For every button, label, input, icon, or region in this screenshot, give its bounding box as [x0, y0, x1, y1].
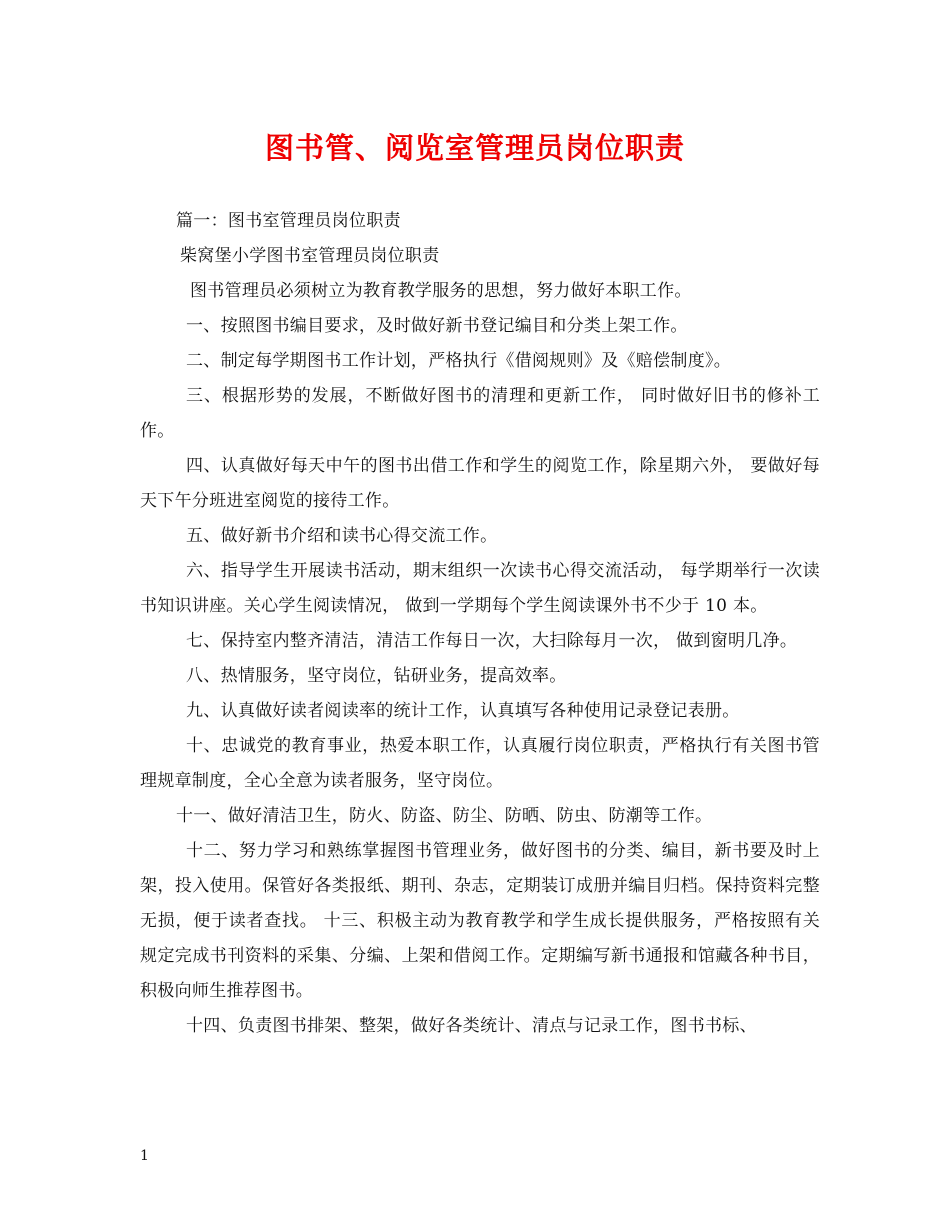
heading-part-one: 篇一：图书室管理员岗位职责 [176, 211, 401, 231]
duty-item-8: 八、热情服务，坚守岗位，钻研业务，提高效率。 [186, 666, 567, 686]
duty-item-10: 十、忠诚党的教育事业，热爱本职工作，认真履行岗位职责，严格执行有关图书管理规章制度，全心全意为读者服务，坚守岗位。 [140, 736, 820, 791]
duty-item-12-13: 十二、努力学习和熟练掌握图书管理业务，做好图书的分类、编目，新书要及时上架，投入使用。保管好各类报纸、期刊、杂志，定期装订成册并编目归档。保持资料完整无损，便于读者查找。 十三、积极主动为教育教学和学生成长提供服务，严格按照有关规定完成书刊资料的采集、分编、上架和借阅工作。定期编写新书通报和馆藏各种书目，积极向师生推荐图书。 [140, 841, 820, 1001]
intro-paragraph: 图书管理员必须树立为教育教学服务的思想，努力做好本职工作。 [190, 281, 692, 301]
duty-item-11: 十一、做好清洁卫生，防火、防盗、防尘、防晒、防虫、防潮等工作。 [176, 806, 713, 826]
document-title: 图书管、阅览室管理员岗位职责 [264, 131, 685, 165]
duty-item-1: 一、按照图书编目要求，及时做好新书登记编目和分类上架工作。 [186, 316, 688, 336]
duty-item-4: 四、认真做好每天中午的图书出借工作和学生的阅览工作，除星期六外， 要做好每天下午分班进室阅览的接待工作。 [140, 456, 820, 511]
duty-item-14: 十四、负责图书排架、整架，做好各类统计、清点与记录工作，图书书标、 [186, 1016, 757, 1036]
page-number: 1 [140, 1148, 149, 1164]
duty-item-3: 三、根据形势的发展，不断做好图书的清理和更新工作， 同时做好旧书的修补工作。 [140, 386, 820, 441]
duty-item-2: 二、制定每学期图书工作计划，严格执行《借阅规则》及《赔偿制度》。 [186, 351, 732, 371]
duty-item-5: 五、做好新书介绍和读书心得交流工作。 [186, 526, 498, 546]
heading-school-title: 柴窝堡小学图书室管理员岗位职责 [180, 246, 440, 266]
duty-item-6: 六、指导学生开展读书活动，期末组织一次读书心得交流活动， 每学期举行一次读书知识讲座。关心学生阅读情况， 做到一学期每个学生阅读课外书不少于 10 本。 [140, 561, 820, 616]
document-body [140, 204, 820, 1044]
duty-item-7: 七、保持室内整齐清洁，清洁工作每日一次，大扫除每月一次， 做到窗明几净。 [186, 631, 798, 651]
duty-item-9: 九、认真做好读者阅读率的统计工作，认真填写各种使用记录登记表册。 [186, 701, 740, 721]
